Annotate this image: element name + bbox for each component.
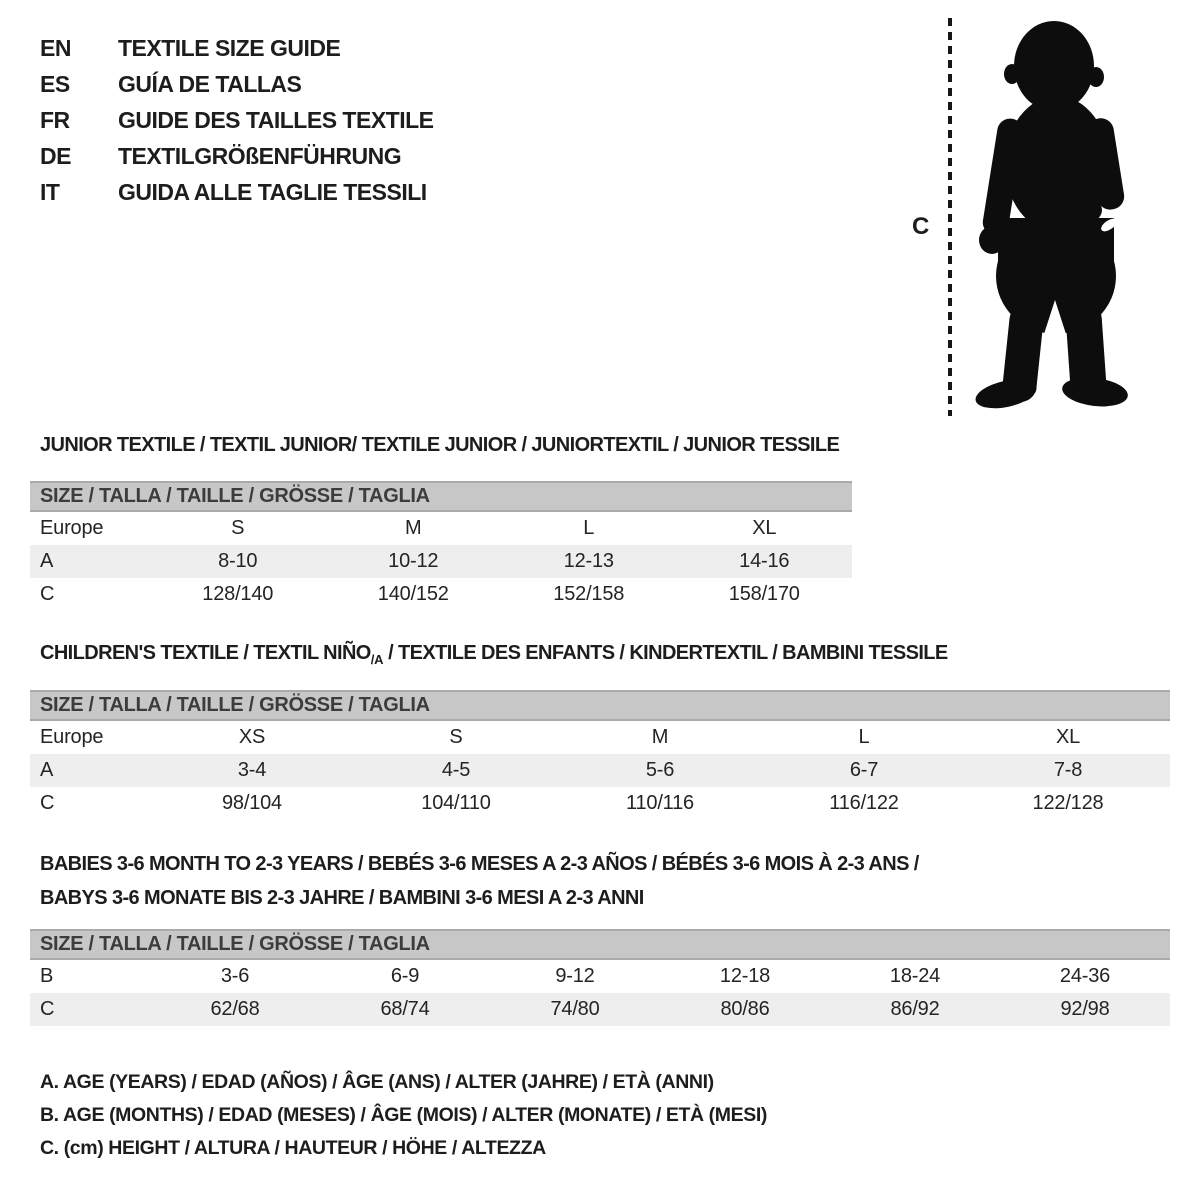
table-cell: 68/74 <box>380 998 430 1020</box>
table-cell: 104/110 <box>421 792 491 814</box>
table-row-height <box>30 578 852 611</box>
table-cell: 18-24 <box>889 965 941 987</box>
table-cell: 6-7 <box>849 759 879 781</box>
table-cell: 116/122 <box>829 792 899 814</box>
legend-line-b: B. AGE (MONTHS) / EDAD (MESES) / ÂGE (MOIS) / ALTER (MONATE) / ETÀ (MESI) <box>40 1104 767 1126</box>
table-row-age-years <box>30 754 1170 787</box>
children-size-table <box>30 690 1170 820</box>
table-cell: 140/152 <box>377 583 449 605</box>
table-cell: XL <box>1055 726 1081 748</box>
table-cell: 8-10 <box>218 550 258 572</box>
table-cell: 7-8 <box>1053 759 1083 781</box>
table-row-height <box>30 993 1170 1026</box>
table-cell: C <box>40 792 55 814</box>
table-cell: C <box>40 583 55 605</box>
size-header-bar: SIZE / TALLA / TAILLE / GRÖSSE / TAGLIA <box>30 481 852 512</box>
table-cell: 12-13 <box>563 550 614 572</box>
table-cell: L <box>858 726 870 748</box>
table-cell: 110/116 <box>626 792 694 814</box>
table-row-age-years <box>30 545 852 578</box>
language-row-de <box>40 138 434 174</box>
table-cell: S <box>231 517 245 539</box>
language-code: IT <box>40 178 60 205</box>
babies-heading-line2: BABYS 3-6 MONATE BIS 2-3 JAHRE / BAMBINI 3-6 MESI A 2-3 ANNI <box>40 887 644 909</box>
table-cell: S <box>449 726 463 748</box>
language-code: DE <box>40 142 71 169</box>
babies-size-table <box>30 929 1170 1026</box>
table-cell: 12-18 <box>719 965 771 987</box>
table-cell: 4-5 <box>441 759 471 781</box>
height-figure <box>900 10 1150 430</box>
table-cell: 80/86 <box>720 998 770 1020</box>
table-cell: A <box>40 550 54 572</box>
legend-line-a: A. AGE (YEARS) / EDAD (AÑOS) / ÂGE (ANS) / ALTER (JAHRE) / ETÀ (ANNI) <box>40 1071 714 1093</box>
language-row-fr <box>40 102 434 138</box>
table-cell: C <box>40 998 55 1020</box>
children-heading-main: CHILDREN'S TEXTILE / TEXTIL NIÑO <box>40 642 371 664</box>
legend <box>40 1066 767 1165</box>
language-title: GUIDE DES TAILLES TEXTILE <box>118 106 434 133</box>
language-list <box>40 30 434 210</box>
language-title: GUIDA ALLE TAGLIE TESSILI <box>118 178 427 205</box>
language-row-it <box>40 174 434 210</box>
table-row-height <box>30 787 1170 820</box>
language-row-en <box>40 30 434 66</box>
table-cell: 74/80 <box>550 998 600 1020</box>
legend-line-c: C. (cm) HEIGHT / ALTURA / HAUTEUR / HÖHE / ALTEZZA <box>40 1137 546 1159</box>
table-cell: 9-12 <box>555 965 595 987</box>
language-title: TEXTILGRÖßENFÜHRUNG <box>118 142 402 169</box>
table-row-age-months <box>30 960 1170 993</box>
language-row-es <box>40 66 434 102</box>
table-cell: 24-36 <box>1059 965 1111 987</box>
table-cell: XS <box>238 726 266 748</box>
height-measure-label: C <box>912 213 930 240</box>
table-cell: 98/104 <box>222 792 282 814</box>
language-title: GUÍA DE TALLAS <box>118 70 302 97</box>
table-cell: 92/98 <box>1060 998 1110 1020</box>
table-cell: 6-9 <box>390 965 420 987</box>
size-header-bar: SIZE / TALLA / TAILLE / GRÖSSE / TAGLIA <box>30 929 1170 960</box>
junior-section-heading: JUNIOR TEXTILE / TEXTIL JUNIOR/ TEXTILE JUNIOR / JUNIORTEXTIL / JUNIOR TESSILE <box>40 434 840 456</box>
children-section-heading <box>40 642 948 667</box>
language-code: ES <box>40 70 70 97</box>
table-cell: M <box>651 726 669 748</box>
height-dashed-line <box>948 18 952 416</box>
language-title: TEXTILE SIZE GUIDE <box>118 34 341 61</box>
table-cell: 3-6 <box>220 965 250 987</box>
table-cell: 5-6 <box>645 759 675 781</box>
table-cell: 122/128 <box>1032 792 1104 814</box>
table-cell: XL <box>752 517 777 539</box>
table-cell: 3-4 <box>237 759 267 781</box>
junior-size-table <box>30 481 852 611</box>
table-cell: 152/158 <box>553 583 625 605</box>
table-row-europe <box>30 721 1170 754</box>
children-heading-rest: / TEXTILE DES ENFANTS / KINDERTEXTIL / BAMBINI TESSILE <box>383 642 948 664</box>
table-cell: 14-16 <box>739 550 790 572</box>
table-cell: 128/140 <box>202 583 274 605</box>
children-heading-subscript: /A <box>370 652 384 667</box>
table-cell: A <box>40 759 54 781</box>
size-header-bar: SIZE / TALLA / TAILLE / GRÖSSE / TAGLIA <box>30 690 1170 721</box>
table-cell: Europe <box>40 726 104 748</box>
table-row-europe <box>30 512 852 545</box>
table-cell: 86/92 <box>890 998 940 1020</box>
table-cell: B <box>40 965 54 987</box>
language-code: EN <box>40 34 71 61</box>
babies-section-heading <box>40 847 919 915</box>
table-cell: L <box>583 517 595 539</box>
language-code: FR <box>40 106 70 133</box>
toddler-silhouette-icon <box>962 14 1140 418</box>
table-cell: 158/170 <box>728 583 800 605</box>
table-cell: M <box>405 517 422 539</box>
table-cell: 10-12 <box>388 550 439 572</box>
table-cell: Europe <box>40 517 104 539</box>
table-cell: 62/68 <box>210 998 260 1020</box>
babies-heading-line1: BABIES 3-6 MONTH TO 2-3 YEARS / BEBÉS 3-6 MESES A 2-3 AÑOS / BÉBÉS 3-6 MOIS À 2-3 ANS / <box>40 853 919 875</box>
